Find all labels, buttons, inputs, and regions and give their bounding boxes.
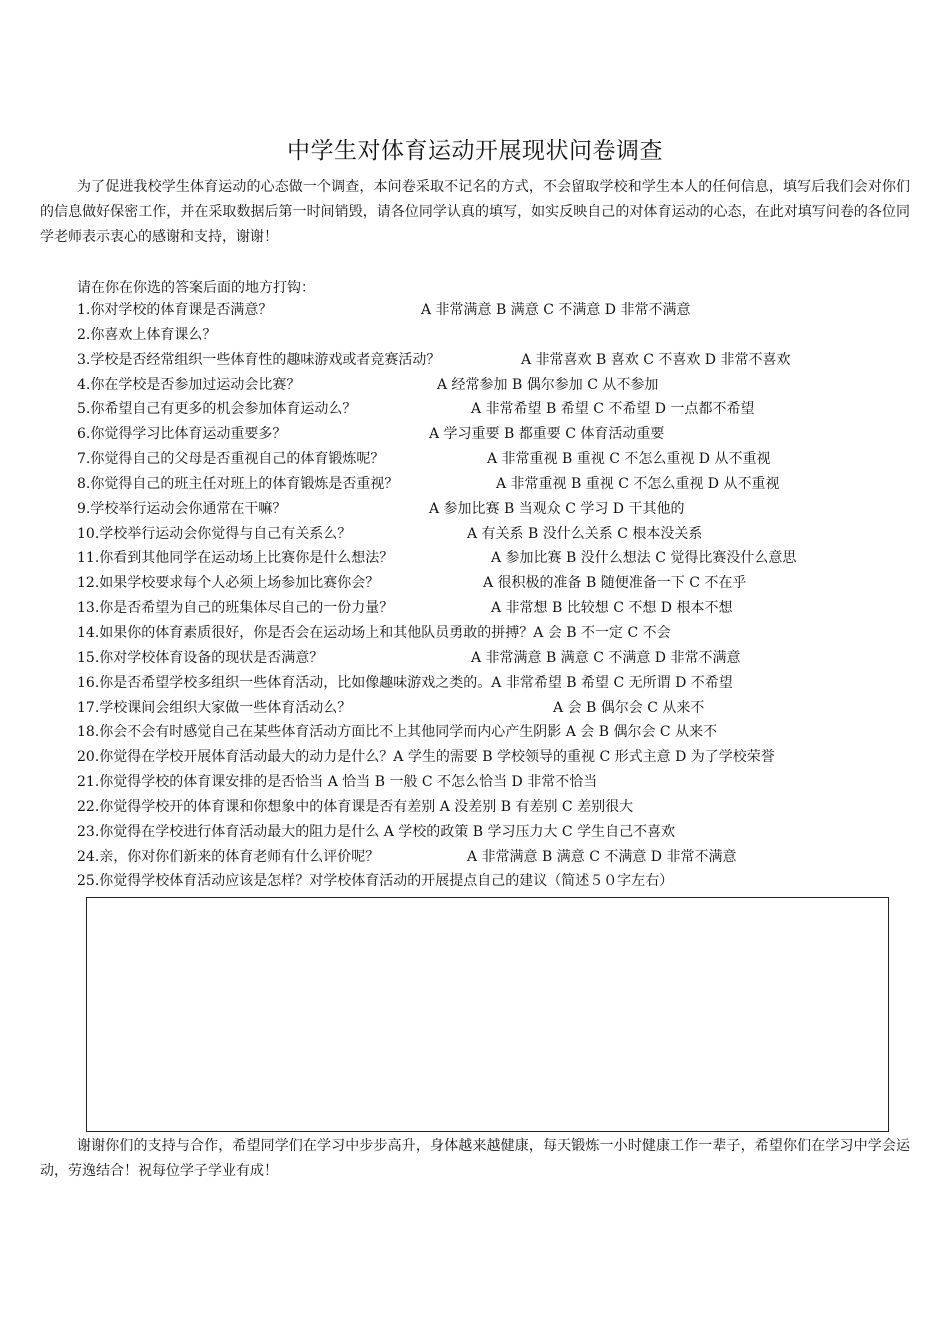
question-item: [77, 323, 917, 348]
question-options[interactable]: A 有关系 B 没什么关系 C 根本没关系: [467, 525, 703, 542]
question-text: 3.学校是否经常组织一些体育性的趣味游戏或者竞赛活动？: [77, 351, 441, 368]
document-title: 中学生对体育运动开展现状问卷调查: [287, 138, 663, 164]
question-options[interactable]: A 学习重要 B 都重要 C 体育活动重要: [429, 426, 665, 443]
question-text: 18.你会不会有时感觉自己在某些体育活动方面比不上其他同学而内心产生阴影 A 会 B 偶尔会 C 从来不: [77, 724, 718, 741]
question-text: 14.如果你的体育素质很好，你是否会在运动场上和其他队员勇敢的拼搏？A 会 B 不一定 C 不会: [77, 624, 671, 641]
question-text: 22.你觉得学校开的体育课和你想象中的体育课是否有差别 A 没差别 B 有差别 C 差别很大: [77, 798, 634, 815]
question-item: [77, 720, 917, 745]
question-text: 1.你对学校的体育课是否满意？: [77, 302, 273, 318]
question-text: 6.你觉得学习比体育运动重要多？: [77, 426, 287, 443]
question-item: [77, 422, 917, 447]
question-item: [77, 596, 917, 621]
question-item: [77, 795, 917, 820]
question-item: [77, 497, 917, 522]
intro-paragraph: 为了促进我校学生体育运动的心态做一个调查，本问卷采取不记名的方式，不会留取学校和学生本人的任何信息，填写后我们会对你们的信息做好保密工作，并在采取数据后第一时间销毁，请各位同学认真的填写，如实反映自己的对体育运动的心态，在此对填写问卷的各位同学老师表示衷心的感谢和支持，谢谢！: [40, 179, 910, 245]
closing-paragraph: 谢谢你们的支持与合作，希望同学们在学习中步步高升，身体越来越健康，每天锻炼一小时健康工作一辈子，希望你们在学习中学会运动，劳逸结合！祝每位学子学业有成！: [40, 1138, 910, 1179]
question-item: [77, 646, 917, 671]
question-item: [77, 671, 917, 696]
suggestion-answer-box[interactable]: [86, 897, 889, 1132]
question-text: 9.学校举行运动会你通常在干嘛？: [77, 500, 287, 517]
question-item: [77, 820, 917, 845]
question-item: [77, 571, 917, 596]
question-text: 23.你觉得在学校进行体育活动最大的阻力是什么 A 学校的政策 B 学习压力大 C 学生自己不喜欢: [77, 823, 676, 840]
question-text: 21.你觉得学校的体育课安排的是否恰当 A 恰当 B 一般 C 不怎么恰当 D 非常不恰当: [77, 774, 598, 791]
question-text: 25.你觉得学校体育活动应该是怎样？对学校体育活动的开展提点自己的建议（简述５０字左右）: [77, 873, 674, 890]
question-text: 4.你在学校是否参加过运动会比赛？: [77, 376, 301, 393]
question-options[interactable]: A 参加比赛 B 当观众 C 学习 D 干其他的: [429, 500, 685, 517]
question-text: 11.你看到其他同学在运动场上比赛你是什么想法？: [77, 550, 394, 567]
question-text: 5.你希望自己有更多的机会参加体育运动么？: [77, 401, 357, 418]
instruction-text: 请在你在你选的答案后面的地方打钩：: [77, 280, 315, 296]
question-text: 12.如果学校要求每个人必须上场参加比赛你会？: [77, 575, 380, 592]
question-item: [77, 447, 917, 472]
question-text: 20.你觉得在学校开展体育活动最大的动力是什么？A 学生的需要 B 学校领导的重视 C 形式主意 D 为了学校荣誉: [77, 749, 775, 766]
question-options[interactable]: A 非常满意 B 满意 C 不满意 D 非常不满意: [471, 649, 741, 666]
question-options[interactable]: A 非常重视 B 重视 C 不怎么重视 D 从不重视: [496, 475, 780, 492]
question-options[interactable]: A 非常喜欢 B 喜欢 C 不喜欢 D 非常不喜欢: [521, 351, 791, 368]
question-options[interactable]: A 非常希望 B 希望 C 不希望 D 一点都不希望: [471, 401, 755, 418]
question-options[interactable]: A 非常满意 B 满意 C 不满意 D 非常不满意: [421, 302, 691, 318]
question-item: [77, 745, 917, 770]
question-text: 17.学校课间会组织大家做一些体育活动么？: [77, 699, 352, 716]
question-item: [77, 397, 917, 422]
question-options[interactable]: A 参加比赛 B 没什么想法 C 觉得比赛没什么意思: [491, 550, 797, 567]
question-text: 10.学校举行运动会你觉得与自己有关系么？: [77, 525, 352, 542]
question-options[interactable]: A 经常参加 B 偶尔参加 C 从不参加: [437, 376, 659, 393]
question-text: 24.亲，你对你们新来的体育老师有什么评价呢？: [77, 848, 380, 865]
question-options[interactable]: A 非常重视 B 重视 C 不怎么重视 D 从不重视: [487, 451, 771, 468]
question-item: [77, 348, 917, 373]
question-list: [77, 298, 917, 894]
question-text: 16.你是否希望学校多组织一些体育活动，比如像趣味游戏之类的。A 非常希望 B 希望 C 无所谓 D 不希望: [77, 674, 733, 691]
question-item: [77, 298, 917, 323]
question-item: [77, 546, 917, 571]
question-options[interactable]: A 非常满意 B 满意 C 不满意 D 非常不满意: [467, 848, 737, 865]
question-options[interactable]: A 非常想 B 比较想 C 不想 D 根本不想: [491, 600, 733, 617]
question-text: 15.你对学校体育设备的现状是否满意？: [77, 649, 324, 666]
question-options[interactable]: A 会 B 偶尔会 C 从来不: [553, 699, 705, 716]
question-item: [77, 696, 917, 721]
question-item: [77, 845, 917, 870]
question-item: [77, 621, 917, 646]
question-text: 13.你是否希望为自己的班集体尽自己的一份力量？: [77, 600, 394, 617]
question-item: [77, 373, 917, 398]
question-text: 2.你喜欢上体育课么？: [77, 326, 217, 343]
question-item: [77, 770, 917, 795]
question-item: [77, 869, 917, 894]
question-options[interactable]: A 很积极的准备 B 随便准备一下 C 不在乎: [483, 575, 747, 592]
question-item: [77, 522, 917, 547]
question-item: [77, 472, 917, 497]
question-text: 7.你觉得自己的父母是否重视自己的体育锻炼呢？: [77, 451, 385, 468]
question-text: 8.你觉得自己的班主任对班上的体育锻炼是否重视？: [77, 475, 399, 492]
